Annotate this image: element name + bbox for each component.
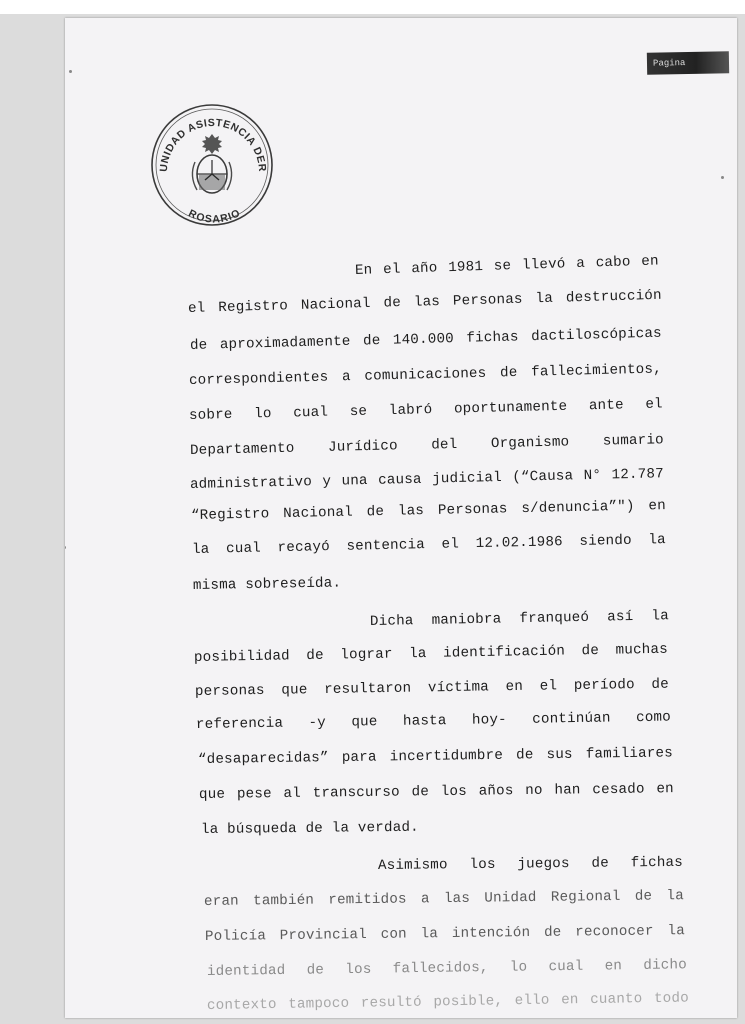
word: que [281, 682, 308, 699]
word: de [383, 295, 402, 312]
word: cuanto [590, 991, 643, 1008]
word: cual [293, 404, 329, 422]
word: ante [588, 397, 624, 415]
text-line [189, 361, 662, 389]
word: las [443, 890, 471, 908]
word: de [306, 647, 324, 665]
text-line [199, 781, 674, 803]
text-line [355, 253, 659, 279]
word: cual [548, 958, 584, 976]
word: de [651, 676, 669, 693]
word: para [341, 749, 377, 766]
word: el [441, 536, 460, 553]
word: destrucción [565, 287, 662, 307]
word: 1981 [447, 258, 484, 277]
word: a [420, 891, 430, 908]
word: y [322, 473, 332, 490]
word: Unidad [484, 889, 537, 907]
word: no [525, 782, 543, 800]
word: que [198, 786, 226, 803]
word: de [543, 924, 562, 941]
text-line [190, 326, 662, 354]
text-line [198, 745, 673, 768]
scan-speck [721, 176, 724, 179]
word: sus [546, 746, 573, 764]
word: de [411, 784, 430, 801]
document-page [65, 18, 737, 1018]
word: también [252, 892, 315, 910]
word: Personas [452, 291, 523, 310]
word: resultó [360, 994, 422, 1012]
text-line [195, 677, 669, 700]
word: transcurso [312, 784, 400, 802]
word: dicho [643, 957, 688, 974]
word: posibilidad [193, 648, 290, 666]
word: con [380, 926, 407, 943]
stamp-top-text: UNIDAD ASISTENCIA DER [157, 116, 269, 173]
word: posible, [433, 993, 504, 1011]
word: los [440, 783, 468, 801]
text-line [192, 532, 666, 558]
word: de [366, 503, 385, 521]
word: incertidumbre [389, 747, 504, 766]
word: Jurídico [327, 438, 398, 456]
word: En [354, 262, 373, 279]
word: identificación [442, 643, 566, 662]
word: juegos [517, 855, 570, 873]
word: Nacional [283, 504, 354, 523]
word: las [413, 293, 441, 311]
word: Organismo [490, 434, 570, 453]
word: reconocer [575, 923, 654, 941]
word: Nacional [300, 295, 371, 314]
word: eran [203, 893, 239, 910]
word: (“Causa [512, 468, 574, 486]
word: lo [509, 959, 528, 976]
word: cesado [592, 781, 645, 799]
word: Registro [218, 298, 289, 317]
text-line [204, 888, 684, 910]
word: en [505, 678, 524, 696]
word: de [362, 333, 381, 350]
word: familiares [585, 745, 674, 763]
word: comunicaciones [364, 365, 487, 385]
word: siendo [579, 532, 632, 550]
word: recayó [277, 539, 331, 557]
word: Dicha [369, 613, 414, 630]
stamp-bottom-text: ROSARIO [186, 206, 243, 226]
word: cual [225, 540, 262, 558]
word: intención [451, 925, 531, 942]
word: el [187, 300, 206, 317]
word: en [648, 498, 667, 515]
word: Policía [204, 928, 267, 945]
word: tampoco [288, 995, 350, 1013]
word: en [561, 992, 579, 1009]
word: hasta [402, 713, 447, 730]
page-number-tab: Pagina [647, 51, 729, 74]
word: del [431, 436, 458, 454]
word: de [581, 642, 600, 660]
word: continúan [532, 710, 611, 728]
word: el [382, 261, 401, 279]
word: han [554, 782, 581, 799]
word: lograr [340, 646, 393, 664]
text-line [378, 855, 683, 874]
word: pese [236, 786, 272, 803]
scan-speck [69, 70, 72, 73]
word: de [306, 962, 325, 979]
word: a [576, 255, 586, 273]
word: Personas [437, 501, 508, 519]
word: llevó [521, 256, 566, 274]
word: la [666, 888, 684, 905]
word: -y [308, 714, 327, 732]
text-line [205, 923, 685, 945]
word: sobre [188, 406, 233, 424]
word: dactiloscópicas [530, 325, 663, 346]
word: judicial [431, 469, 503, 488]
text-line [200, 819, 419, 838]
word: “desaparecidas” [197, 750, 329, 768]
text-line [196, 710, 671, 733]
word: período [573, 677, 635, 695]
word: la búsqueda de la verdad. [200, 819, 419, 838]
word: muchas [615, 641, 669, 659]
text-line [190, 432, 664, 459]
word: la [651, 608, 670, 625]
word: el [539, 678, 558, 695]
word: la [409, 645, 427, 663]
word: de [591, 855, 609, 872]
word: aproximadamente [219, 333, 351, 354]
word: s/denuncia”") [521, 498, 635, 518]
word: la [420, 926, 439, 943]
word: la [535, 290, 554, 308]
stamp-seal-graphic [149, 100, 275, 230]
text-line [207, 957, 687, 980]
text-line [193, 575, 353, 594]
coat-of-arms-icon [192, 134, 231, 193]
word: fichas [630, 854, 684, 872]
text-line [370, 608, 669, 630]
word: que [351, 714, 378, 731]
word: personas [194, 682, 265, 700]
word: de [499, 364, 518, 382]
word: víctima [427, 679, 490, 697]
word: 12.787 [611, 466, 665, 484]
word: Asimismo [377, 857, 448, 874]
word: la [648, 532, 667, 549]
word: administrativo [189, 474, 313, 493]
word: causa [377, 471, 422, 489]
word: 140.000 [392, 331, 455, 349]
word: referencia [195, 715, 284, 733]
human-rights-unit-stamp [149, 100, 275, 230]
word: remitidos [328, 891, 407, 909]
word: misma sobreseída. [192, 575, 342, 594]
word: N° [583, 467, 602, 485]
word: resultaron [324, 680, 412, 698]
word: labró [388, 402, 433, 420]
word: 12.02.1986 [475, 534, 563, 553]
word: la [667, 923, 686, 940]
text-line [189, 396, 663, 424]
word: lo [254, 405, 272, 423]
word: franqueó [519, 609, 590, 628]
word: al [283, 785, 302, 802]
word: las [397, 503, 425, 520]
word: oportunamente [453, 398, 568, 418]
word: maniobra [431, 611, 502, 629]
text-line [190, 466, 664, 493]
word: en [656, 781, 674, 798]
word: identidad [206, 962, 286, 980]
word: se [349, 403, 368, 421]
word: Departamento [189, 440, 295, 459]
word: contexto [206, 996, 277, 1014]
word: ello [514, 992, 550, 1010]
word: “Registro [190, 506, 270, 524]
word: cabo [595, 254, 631, 272]
word: como [635, 709, 672, 727]
word: la [191, 541, 210, 558]
word: el [645, 396, 664, 413]
word: Provincial [279, 927, 368, 945]
word: en [641, 253, 660, 270]
word: a [341, 369, 351, 386]
word: fallecidos, [392, 960, 489, 978]
word: de [189, 337, 208, 354]
word: de [515, 747, 534, 764]
word: Regional [550, 888, 621, 906]
word: así [607, 608, 634, 626]
word: en [604, 958, 623, 975]
text-line [194, 642, 668, 666]
text-line [191, 498, 666, 524]
word: todo [653, 990, 690, 1007]
word: fallecimientos, [530, 361, 663, 381]
word: hoy- [471, 712, 507, 729]
word: sentencia [346, 537, 426, 555]
word: se [493, 258, 512, 275]
word: fichas [466, 329, 519, 347]
text-line [188, 288, 662, 317]
word: sumario [602, 432, 665, 450]
word: los [469, 856, 496, 874]
scan-top-edge [0, 0, 745, 14]
word: los [345, 961, 372, 979]
word: correspondientes [188, 369, 329, 389]
word: una [341, 472, 368, 490]
word: años [478, 783, 514, 800]
text-line [207, 990, 689, 1014]
word: de [634, 888, 653, 905]
word: año [411, 260, 438, 278]
scan-speck [65, 546, 66, 549]
